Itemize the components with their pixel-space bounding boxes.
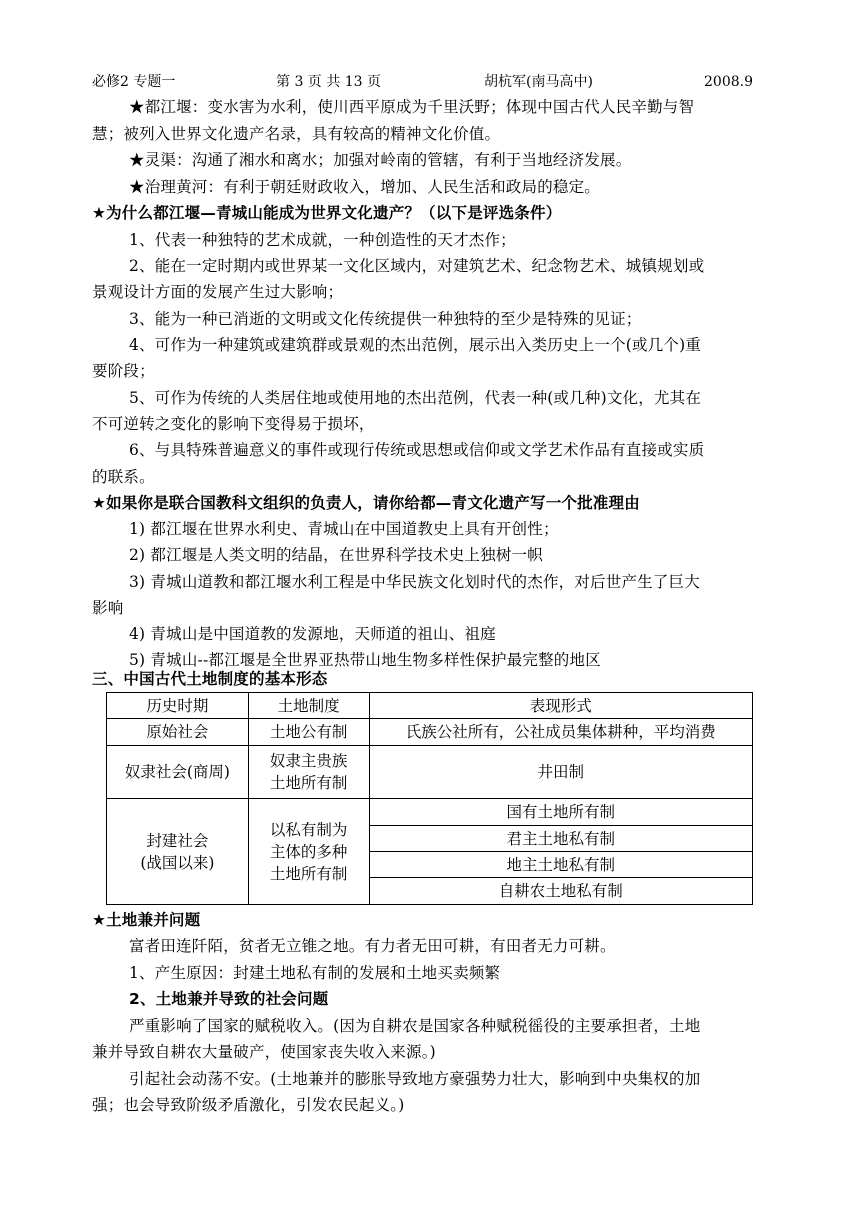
cell-form-jingtian: 井田制 — [369, 746, 752, 799]
cell-system-slave-line-2: 土地所有制 — [269, 774, 348, 792]
cell-period-slave: 奴隶社会(商周) — [107, 746, 249, 799]
criterion-2-line-1: 2、能在一定时期内或世界某一文化区域内，对建筑艺术、纪念物艺术、城镇规划或 — [129, 257, 705, 275]
criterion-5-line-2: 不可逆转之变化的影响下变得易于损坏， — [92, 415, 375, 433]
cell-system-slave — [248, 746, 369, 799]
header-course: 必修2 专题一 — [92, 74, 176, 90]
land-annexation-heading: ★土地兼并问题 — [92, 911, 201, 929]
lingqu-line: ★灵渠：沟通了湘水和离水；加强对岭南的管辖，有利于当地经济发展。 — [129, 151, 632, 169]
table-row-feudal — [107, 799, 753, 826]
cell-form-monarch: 君主土地私有制 — [369, 826, 752, 852]
heritage-question-heading: ★为什么都江堰—青城山能成为世界文化遗产？（以下是评选条件） — [92, 204, 562, 222]
reason-4: 4) 青城山是中国道教的发源地，天师道的祖山、祖庭 — [129, 625, 496, 643]
reason-2: 2) 都江堰是人类文明的结晶，在世界科学技术史上独树一帜 — [129, 546, 543, 564]
cell-period-primitive: 原始社会 — [107, 719, 249, 746]
reason-3-line-2: 影响 — [92, 599, 124, 617]
dujiangyan-line-2: 慧；被列入世界文化遗产名录，具有较高的精神文化价值。 — [92, 125, 501, 143]
cell-form-clan: 氏族公社所有，公社成员集体耕种，平均消费 — [369, 719, 752, 746]
criterion-3: 3、能为一种已消逝的文明或文化传统提供一种独特的至少是特殊的见证； — [129, 310, 642, 328]
problem-1-line-2: 兼并导致自耕农大量破产，使国家丧失收入来源。) — [92, 1043, 436, 1061]
problem-1-line-1: 严重影响了国家的赋税收入。(因为自耕农是国家各种赋税徭役的主要承担者，土地 — [129, 1017, 701, 1035]
table-row-slave — [107, 746, 753, 799]
criterion-5-line-1: 5、可作为传统的人类居住地或使用地的杰出范例，代表一种(或几种)文化，尤其在 — [129, 389, 702, 407]
header-period: 历史时期 — [107, 693, 249, 719]
criterion-4-line-2: 要阶段； — [92, 362, 155, 380]
table-header-row — [107, 693, 753, 719]
problem-2-line-2: 强；也会导致阶级矛盾激化，引发农民起义。) — [92, 1096, 405, 1114]
criterion-6-line-1: 6、与具特殊普遍意义的事件或现行传统或思想或信仰或文学艺术作品有直接或实质 — [129, 441, 705, 459]
cell-form-landlord: 地主土地私有制 — [369, 852, 752, 878]
reason-3-line-1: 3) 青城山道教和都江堰水利工程是中华民族文化划时代的杰作，对后世产生了巨大 — [129, 573, 700, 591]
reason-5: 5) 青城山--都江堰是全世界亚热带山地生物多样性保护最完整的地区 — [129, 651, 601, 669]
land-system-table — [106, 692, 753, 905]
cell-system-feudal-line-1: 以私有制为 — [269, 820, 348, 839]
annexation-proverb: 富者田连阡陌，贫者无立锥之地。有力者无田可耕，有田者无力可耕。 — [129, 937, 616, 955]
annexation-cause: 1、产生原因：封建土地私有制的发展和土地买卖频繁 — [129, 964, 501, 982]
cell-period-feudal-line-2: (战国以来) — [140, 853, 215, 872]
problem-2-line-1: 引起社会动荡不安。(土地兼并的膨胀导致地方豪强势力壮大，影响到中央集权的加 — [129, 1070, 701, 1088]
approval-reason-heading: ★如果你是联合国教科文组织的负责人，请你给都—青文化遗产写一个批准理由 — [92, 494, 640, 512]
cell-form-state: 国有土地所有制 — [369, 799, 752, 826]
annexation-problems-heading: 2、土地兼并导致的社会问题 — [129, 990, 329, 1008]
cell-form-peasant: 自耕农土地私有制 — [369, 878, 752, 905]
header-date: 2008.9 — [704, 74, 753, 90]
section-three-heading: 三、中国古代土地制度的基本形态 — [92, 670, 328, 688]
cell-period-feudal-line-1: 封建社会 — [146, 831, 209, 850]
cell-system-public: 土地公有制 — [248, 719, 369, 746]
header-page-number: 第 3 页 共 13 页 — [276, 74, 381, 90]
header-author: 胡杭军(南马高中) — [484, 74, 593, 90]
criterion-1: 1、代表一种独特的艺术成就，一种创造性的天才杰作； — [129, 231, 516, 249]
criterion-4-line-1: 4、可作为一种建筑或建筑群或景观的杰出范例，展示出入类历史上一个(或几个)重 — [129, 336, 702, 354]
criterion-2-line-2: 景观设计方面的发展产生过大影响； — [92, 283, 344, 301]
reason-1: 1) 都江堰在世界水利史、青城山在中国道教史上具有开创性； — [129, 520, 559, 538]
cell-system-slave-line-1: 奴隶主贵族 — [269, 752, 348, 770]
cell-system-feudal — [248, 799, 369, 905]
cell-system-feudal-line-3: 土地所有制 — [269, 864, 348, 883]
criterion-6-line-2: 的联系。 — [92, 468, 155, 486]
cell-period-feudal — [107, 799, 249, 905]
header-system: 土地制度 — [248, 693, 369, 719]
dujiangyan-line-1: ★都江堰：变水害为水利，使川西平原成为千里沃野；体现中国古代人民辛勤与智 — [129, 98, 695, 116]
header-form: 表现形式 — [369, 693, 752, 719]
table-row-primitive — [107, 719, 753, 746]
cell-system-feudal-line-2: 主体的多种 — [269, 842, 348, 861]
yellow-river-line: ★治理黄河：有利于朝廷财政收入，增加、人民生活和政局的稳定。 — [129, 178, 601, 196]
